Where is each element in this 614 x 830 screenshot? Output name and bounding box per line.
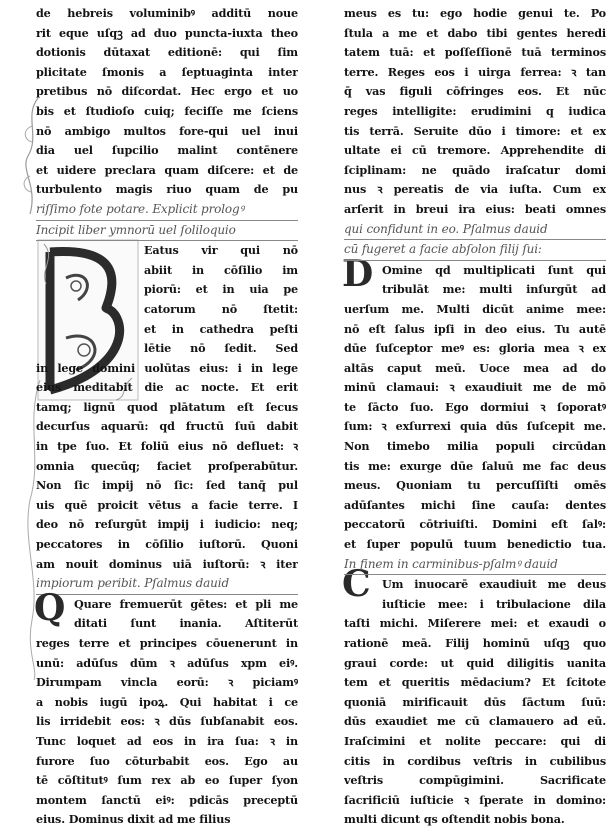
text-line: peccatores in cōſilio iuſtorū. Quoni xyxy=(36,537,298,552)
text-line: graui corde: ut quid diligitis uanita xyxy=(344,655,606,670)
text-line: nus ꝛ pereatis de via iuſta. Cum ex xyxy=(344,182,606,197)
text-line: tis me: exurge dūe ſaluū me fac deus xyxy=(344,458,606,473)
text-line: et ſuper populū tuum benedictio tua. xyxy=(344,537,606,552)
text-line: dia uel ſupcilio malint contēnere xyxy=(36,143,298,158)
text-line: reges terre et principes cōuenerunt in xyxy=(36,636,298,650)
text-line: taſti michi. Miſerere mei: et exaudi o xyxy=(344,616,606,631)
initial-q: Q xyxy=(34,587,66,629)
text-line: tamq; lignū quod plātatum eſt ſecus xyxy=(36,399,298,414)
text-line: rationē meā. Filij hominū uſqꝫ quo xyxy=(344,636,606,650)
left-text-column xyxy=(36,4,298,830)
initial-c: C xyxy=(342,563,371,605)
text-line: eius meditabit die ac nocte. Et erit xyxy=(36,380,298,395)
text-line: deo nō reſurgūt impij i iudicio: neq; xyxy=(36,517,298,532)
text-line: pretibus nō diſcordat. Hec ergo et uo xyxy=(36,84,298,99)
text-line: minū clamaui: ꝛ exaudiuit me de mō xyxy=(344,380,606,395)
text-line: Iraſcimini et nolite peccare: qui di xyxy=(344,733,606,748)
text-line: omnia quecūq; faciet proſperabūtur. xyxy=(36,458,298,473)
text-line: Quare fremuerūt gētes: et pli me xyxy=(74,596,298,611)
text-line: Um inuocarē exaudiuit me deus xyxy=(382,577,606,592)
text-line: lis irridebit eos: ꝛ dūs ſubſanabit eos. xyxy=(36,714,298,729)
text-line: tē cōſtitutꝰ ſum rex ab eo ſuper ſyon xyxy=(36,773,298,788)
text-line: uerſum me. Multi dicūt anime mee: xyxy=(344,301,606,316)
text-line: meus. Quoniam tu percuſſiſti omēs xyxy=(344,478,606,493)
text-line: rit eque uſqꝫ ad duo puncta-iuxta theo xyxy=(36,25,298,40)
text-line: terre. Reges eos i uirga ferrea: ꝛ tan xyxy=(344,64,606,79)
text-line: tribulāt me: multi inſurgūt ad xyxy=(382,282,606,297)
psalm-heading: In finem in carminibus-pſalmꝰ dauid xyxy=(344,555,606,576)
text-line: in lege domini uolūtas eius: i in lege xyxy=(36,360,298,375)
text-line: ſum: ꝛ exſurrexi quia dūs ſuſcepit me. xyxy=(344,419,606,434)
text-line: arſerit in breui ira eius: beati omnes xyxy=(344,201,606,216)
text-line: tem et queritis mēdacium? Et ſcitote xyxy=(344,675,606,690)
text-line: tis terrā. Seruite dūo i timore: et ex xyxy=(344,123,606,138)
text-line: montem ſanctū eiꝰ: pdicās preceptū xyxy=(36,792,298,807)
text-line: veſtris compūgimini. Sacrificate xyxy=(344,773,606,788)
text-line: ultate ei cū tremore. Apprehendite di xyxy=(344,143,606,158)
text-line: plicitate ſmonis a ſeptuaginta inter xyxy=(36,64,298,79)
text-line: ſacrificiū iuſticie ꝛ ſperate in domino: xyxy=(344,792,606,807)
text-line: unū: adūſus dūm ꝛ adūſus xpm eiꝰ. xyxy=(36,655,298,670)
text-line: quoniā mirificauit dūs ſāctum ſuū: xyxy=(344,694,606,709)
text-line: dotionis dūtaxat editionē: qui ſim xyxy=(36,45,298,60)
text-line: de hebreis voluminibꝰ additū noue xyxy=(36,6,298,20)
text-line: meus es tu: ego hodie genui te. Po xyxy=(344,6,606,20)
text-line: te ſācto ſuo. Ego dormiui ꝛ ſoporatꝰ xyxy=(344,399,606,414)
text-line: Omine qd multiplicati ſunt qui xyxy=(382,262,606,277)
text-line: dūs exaudiet me cū clamauero ad eū. xyxy=(344,714,606,729)
text-line: uis quē proicit vētus a facie terre. I xyxy=(36,497,298,512)
text-line: in tpe ſuo. Et foliū eius nō defluet: ꝛ xyxy=(36,439,298,454)
text-line: catorum nō ſtetit: xyxy=(144,301,298,316)
text-line: decurſus aquarū: qd fructū ſuū dabit xyxy=(36,419,298,434)
text-line: furore ſuo cōturbabit eos. Ego au xyxy=(36,753,298,768)
text-line: lētie nō ſedit. Sed xyxy=(144,341,298,356)
text-line: et in cathedra peſti xyxy=(144,321,298,336)
book-incipit: Incipit liber ymnorū uel ſoliloquio xyxy=(36,221,298,242)
text-line: Dirumpam vincla eorū: ꝛ piciamꝰ xyxy=(36,675,298,690)
text-line: citis in cordibus veſtris in cubilibus xyxy=(344,753,606,768)
text-line: ſtula a me et dabo tibi gentes heredi xyxy=(344,25,606,40)
psalm-heading: impiorum peribit. Pſalmus dauid xyxy=(36,574,298,595)
text-line: reges intelligite: erudimini q iudica xyxy=(344,103,606,118)
text-line: Eatus vir qui nō xyxy=(144,243,298,258)
text-line: turbulento magis riuo quam de pu xyxy=(36,182,298,197)
text-line: tatem tuā: et poſſeſſionē tuā terminos xyxy=(344,45,606,60)
text-line: multi dicunt qs oſtendit nobis bona. xyxy=(344,812,565,827)
text-line: nō eſt ſalus ipſi in deo eius. Tu autē xyxy=(344,321,606,336)
text-line: Non ſic impij nō ſic: ſed tanq̄ pul xyxy=(36,478,298,493)
initial-d: D xyxy=(342,253,374,295)
text-line: ditati ſunt inania. Aſtiterūt xyxy=(74,616,298,631)
psalm-heading: qui confidunt in eo. Pſalmus dauid xyxy=(344,220,606,241)
text-line: eius. Dominus dixit ad me filius xyxy=(36,812,231,827)
text-line: altās caput meū. Uoce mea ad do xyxy=(344,360,606,375)
text-line: Tunc loquet ad eos in ira ſua: ꝛ in xyxy=(36,733,298,748)
text-line: nō ambigo multos fore-qui uel inui xyxy=(36,123,298,138)
text-line: peccatorū cōtriuiſti. Domini eſt ſalꝰ: xyxy=(344,517,606,532)
text-line: q̄ vas figuli cōfringes eos. Et nūc xyxy=(344,84,606,99)
prologue-explicit: riſſimo fote potare. Explicit prologꝰ xyxy=(36,200,298,221)
text-line: abiit in cōſilio im xyxy=(144,262,298,277)
text-line: am nouit dominus uiā iuſtorū: ꝛ iter xyxy=(36,556,298,571)
text-line: bis et ſtudioſo cuiq; feciſſe me ſciens xyxy=(36,103,298,118)
text-line: piorū: et in uia pe xyxy=(144,282,298,297)
right-text-column xyxy=(344,4,606,830)
text-line: adūſantes michi ſine cauſa: dentes xyxy=(344,497,606,512)
text-line: a nobis iugū ipoꝝ. Qui habitat i ce xyxy=(36,694,298,709)
text-line: et uidere preclara quam diſcere: et de xyxy=(36,162,298,177)
psalm-heading-cont: cū fugeret a facie abſolon filij ſui: xyxy=(344,240,606,261)
text-line: dūe ſuſceptor meꝰ es: gloria mea ꝛ ex xyxy=(344,341,606,356)
text-line: ſciplinam: ne quādo iraſcatur domi xyxy=(344,162,606,177)
text-line: Non timebo milia populi circūdan xyxy=(344,439,606,454)
text-line: iuſticie mee: i tribulacione dila xyxy=(382,596,606,611)
